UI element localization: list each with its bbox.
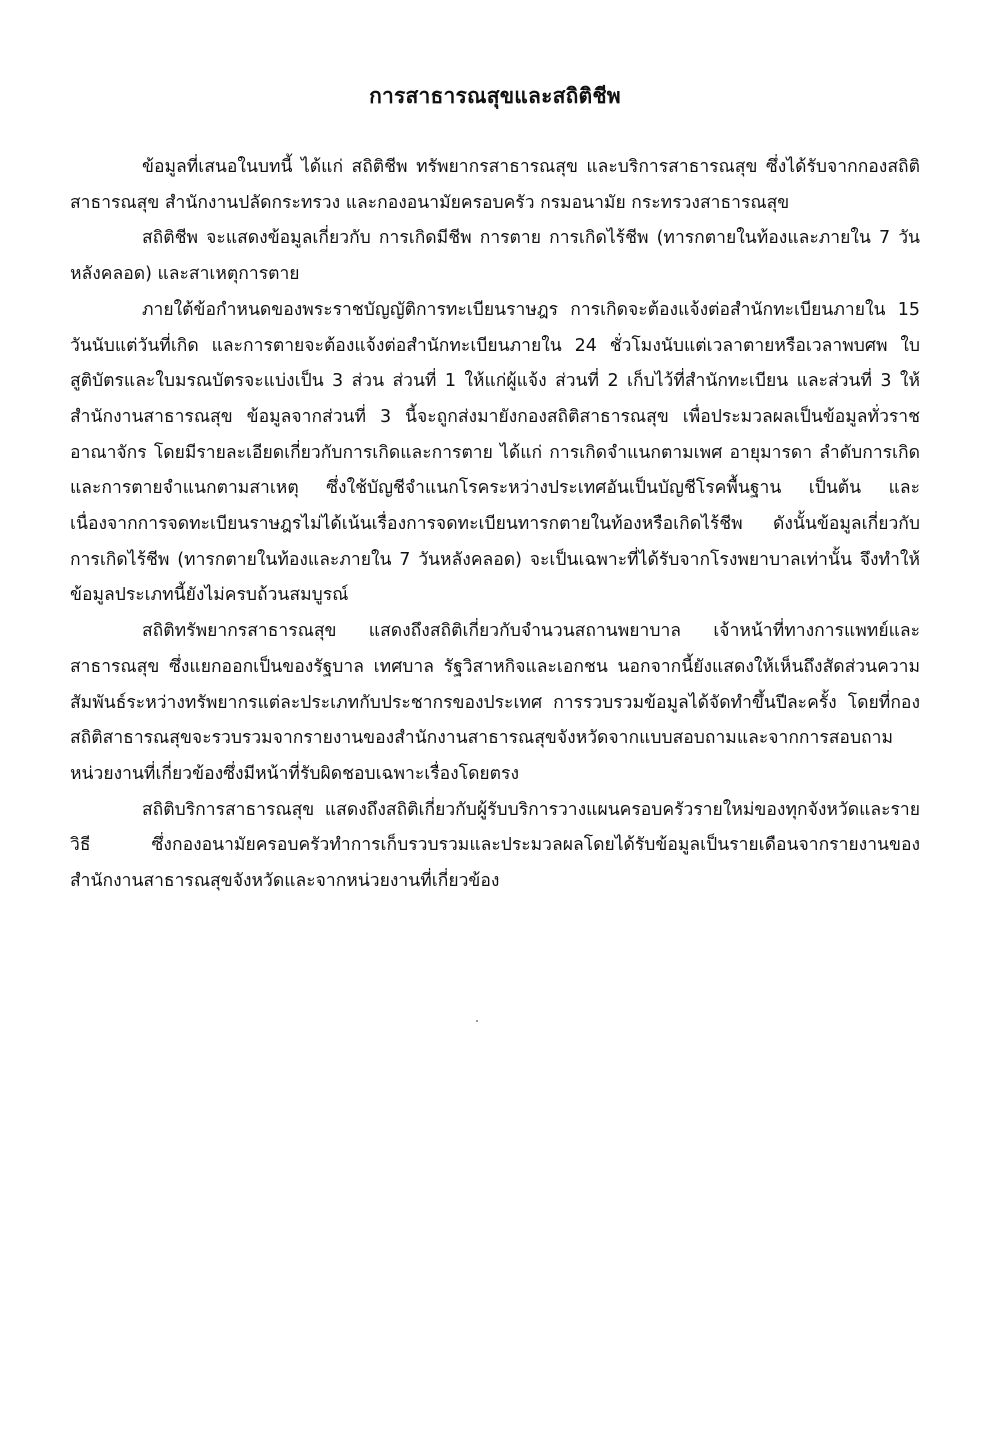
scan-speck	[476, 1020, 478, 1022]
paragraph-health-services: สถิติบริการสาธารณสุข แสดงถึงสถิติเกี่ยวกับผู้รับบริการวางแผนครอบครัวรายใหม่ของทุกจังหวัดและรายวิธี ซึ่งกองอนามัยครอบครัวทำการเก็บรวบรวมและประมวลผลโดยได้รับข้อมูลเป็นรายเดือนจากรายงานของสำนักงานสาธารณสุขจังหวัดและจากหน่วยงานที่เกี่ยวข้อง	[70, 799, 920, 892]
paragraph-registration-act: ภายใต้ข้อกำหนดของพระราชบัญญัติการทะเบียนราษฎร การเกิดจะต้องแจ้งต่อสำนักทะเบียนภายใน 15 วันนับแต่วันที่เกิด และการตายจะต้องแจ้งต่อสำนักทะเบียนภายใน 24 ชั่วโมงนับแต่เวลาตายหรือเวลาพบศพ ใบสูติบัตรและใบมรณบัตรจะแบ่งเป็น 3 ส่วน ส่วนที่ 1 ให้แก่ผู้แจ้ง ส่วนที่ 2 เก็บไว้ที่สำนักทะเบียน และส่วนที่ 3 ให้สำนักงานสาธารณสุข ข้อมูลจากส่วนที่ 3 นี้จะถูกส่งมายังกองสถิติสาธารณสุข เพื่อประมวลผลเป็นข้อมูลทั่วราชอาณาจักร โดยมีรายละเอียดเกี่ยวกับการเกิดและการตาย ได้แก่ การเกิดจำแนกตามเพศ อายุมารดา ลำดับการเกิด และการตายจำแนกตามสาเหตุ ซึ่งใช้บัญชีจำแนกโรคระหว่างประเทศอันเป็นบัญชีโรคพื้นฐาน เป็นต้น และเนื่องจากการจดทะเบียนราษฎรไม่ได้เน้นเรื่องการจดทะเบียนทารกตายในท้องหรือเกิดไร้ชีพ ดังนั้นข้อมูลเกี่ยวกับการเกิดไร้ชีพ (ทารกตายในท้องและภายใน 7 วันหลังคลอด) จะเป็นเฉพาะที่ได้รับจากโรงพยาบาลเท่านั้น จึงทำให้ข้อมูลประเภทนี้ยังไม่ครบถ้วนสมบูรณ์	[70, 299, 920, 606]
document-body	[70, 150, 920, 900]
paragraph-health-resources: สถิติทรัพยากรสาธารณสุข แสดงถึงสถิติเกี่ยวกับจำนวนสถานพยาบาล เจ้าหน้าที่ทางการแพทย์และสาธารณสุข ซึ่งแยกออกเป็นของรัฐบาล เทศบาล รัฐวิสาหกิจและเอกชน นอกจากนี้ยังแสดงให้เห็นถึงสัดส่วนความสัมพันธ์ระหว่างทรัพยากรแต่ละประเภทกับประชากรของประเทศ การรวบรวมข้อมูลได้จัดทำขึ้นปีละครั้ง โดยที่กองสถิติสาธารณสุขจะรวบรวมจากรายงานของสำนักงานสาธารณสุขจังหวัดจากแบบสอบถามและจากการสอบถามหน่วยงานที่เกี่ยวข้องซึ่งมีหน้าที่รับผิดชอบเฉพาะเรื่องโดยตรง	[70, 621, 920, 784]
paragraph-vital-statistics: สถิติชีพ จะแสดงข้อมูลเกี่ยวกับ การเกิดมีชีพ การตาย การเกิดไร้ชีพ (ทารกตายในท้องและภายใน 7 วันหลังคลอด) และสาเหตุการตาย	[70, 228, 920, 285]
page-title: การสาธารณสุขและสถิติชีพ	[369, 84, 621, 108]
paragraph-intro: ข้อมูลที่เสนอในบทนี้ ได้แก่ สถิติชีพ ทรัพยากรสาธารณสุข และบริการสาธารณสุข ซึ่งได้รับจากกองสถิติสาธารณสุข สำนักงานปลัดกระทรวง และกองอนามัยครอบครัว กรมอนามัย กระทรวงสาธารณสุข	[70, 157, 920, 213]
